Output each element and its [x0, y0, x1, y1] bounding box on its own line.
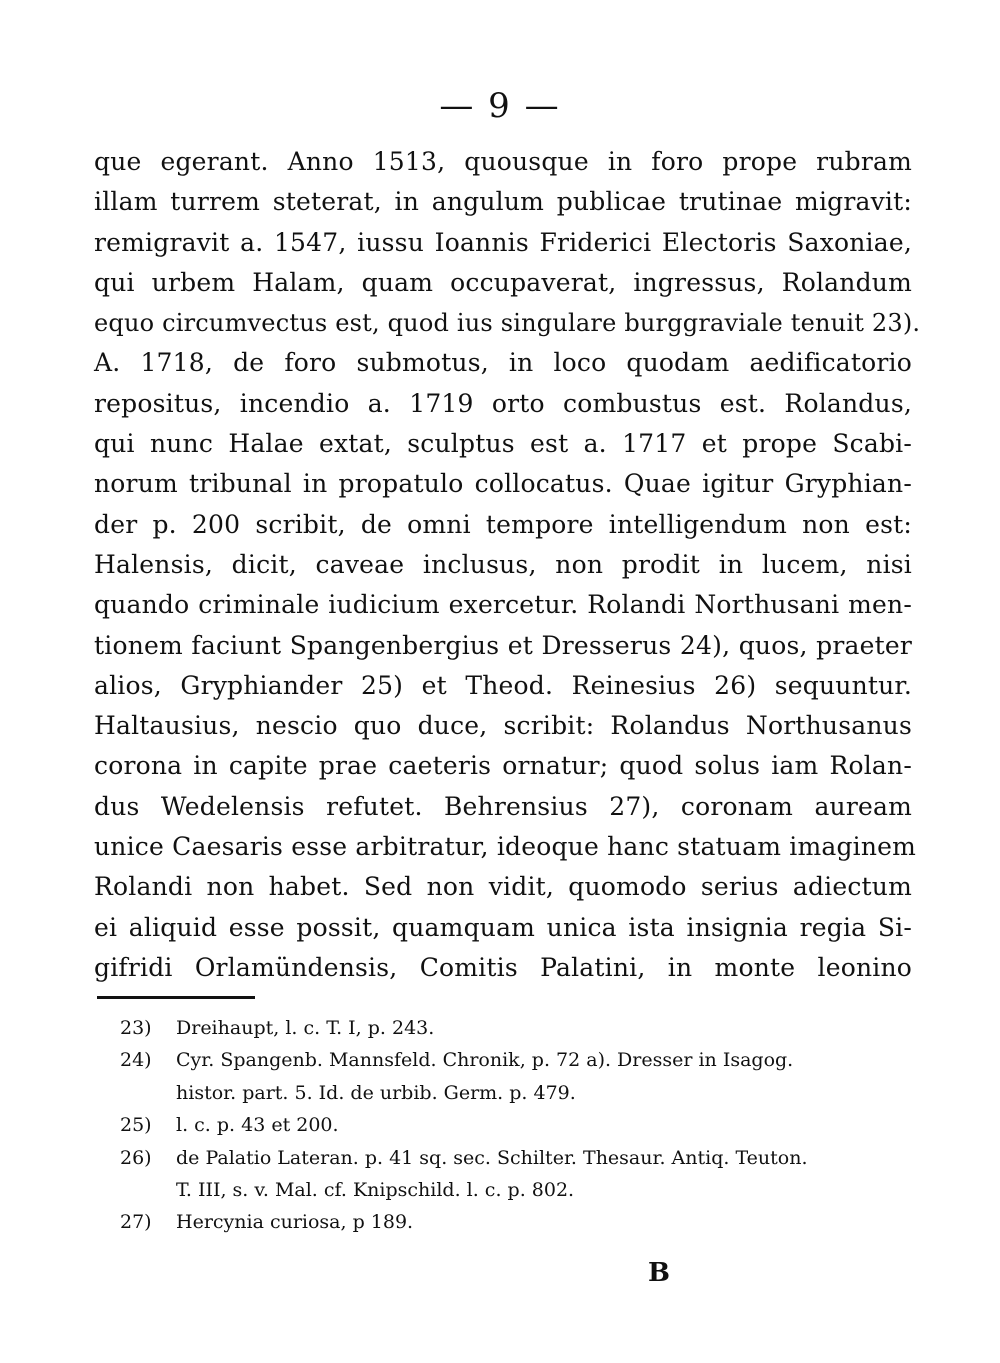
body-line: dus Wedelensis refutet. Behrensius 27), coronam auream [94, 791, 912, 821]
body-line: unice Caesaris esse arbitratur, ideoque hanc statuam imaginem [94, 832, 917, 862]
body-line: Haltausius, nescio quo duce, scribit: Rolandus Northusanus [94, 711, 912, 741]
footnote-text: de Palatio Lateran. p. 41 sq. sec. Schilter. Thesaur. Antiq. Teuton. [176, 1146, 808, 1169]
body-line: repositus, incendio a. 1719 orto combustus est. Rolandus, [94, 388, 912, 418]
footnote-text: Dreihaupt, l. c. T. I, p. 243. [176, 1017, 435, 1039]
signature-mark: B [648, 1258, 670, 1288]
footnote-25 [120, 1109, 920, 1141]
footnote-text: l. c. p. 43 et 200. [176, 1114, 339, 1137]
body-line: ei aliquid esse possit, quamquam unica ista insignia regia Si- [94, 912, 912, 942]
body-line: que egerant. Anno 1513, quousque in foro prope rubram [94, 147, 912, 176]
footnote-26 [120, 1142, 920, 1174]
footnote-number: 26) [120, 1146, 152, 1169]
page-number: — 9 — [439, 86, 561, 126]
footnote-23 [120, 1012, 920, 1044]
footnote-separator [97, 996, 255, 999]
body-line: illam turrem steterat, in angulum publicae trutinae migravit: [94, 187, 912, 217]
footnote-text: Hercynia curiosa, p 189. [176, 1211, 414, 1234]
body-line: gifridi Orlamündensis, Comitis Palatini, in monte leonino [94, 952, 912, 982]
body-line: remigravit a. 1547, iussu Ioannis Friderici Electoris Saxoniae, [94, 227, 912, 257]
footnote-number: 25) [120, 1114, 152, 1137]
body-line: qui urbem Halam, quam occupaverat, ingressus, Rolandum [94, 267, 912, 297]
body-line: der p. 200 scribit, de omni tempore intelligendum non est: [94, 509, 912, 539]
body-line: Rolandi non habet. Sed non vidit, quomodo serius adiectum [94, 872, 912, 902]
footnote-24-continuation: histor. part. 5. Id. de urbib. Germ. p. 479. [176, 1081, 576, 1104]
footnote-number: 23) [120, 1017, 152, 1039]
body-text [94, 142, 921, 988]
footnote-text: Cyr. Spangenb. Mannsfeld. Chronik, p. 72 a). Dresser in Isagog. [176, 1049, 794, 1072]
footnote-27 [120, 1206, 920, 1238]
footnote-24 [120, 1044, 920, 1076]
body-line: qui nunc Halae extat, sculptus est a. 1717 et prope Scabi- [94, 429, 912, 459]
body-line: tionem faciunt Spangenbergius et Dresserus 24), quos, praeter [94, 630, 912, 660]
body-line: equo circumvectus est, quod ius singulare burggraviale tenuit 23). [94, 309, 921, 338]
footnote-26-continuation: T. III, s. v. Mal. cf. Knipschild. l. c. p. 802. [176, 1178, 575, 1201]
body-line: A. 1718, de foro submotus, in loco quodam aedificatorio [94, 348, 912, 378]
footnotes [120, 1012, 920, 1239]
body-line: quando criminale iudicium exercetur. Rolandi Northusani men- [94, 590, 912, 620]
body-line: alios, Gryphiander 25) et Theod. Reinesius 26) sequuntur. [94, 670, 912, 700]
body-line: Halensis, dicit, caveae inclusus, non prodit in lucem, nisi [94, 549, 912, 579]
footnote-number: 24) [120, 1049, 152, 1072]
body-line: corona in capite prae caeteris ornatur; quod solus iam Rolan- [94, 751, 912, 781]
footnote-number: 27) [120, 1211, 152, 1234]
body-line: norum tribunal in propatulo collocatus. Quae igitur Gryphian- [94, 469, 912, 499]
